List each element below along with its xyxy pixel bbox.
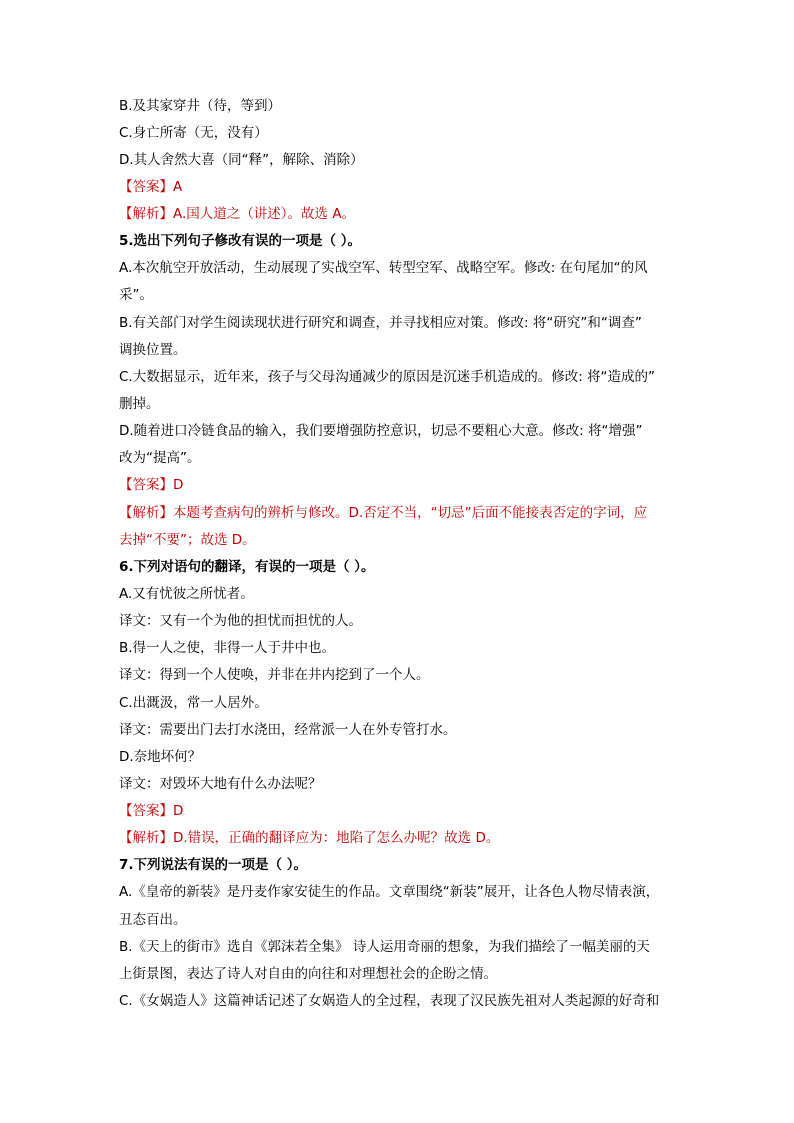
q6-option-a-translation: 译文：又有一个为他的担忧而担忧的人。: [119, 613, 362, 629]
q7-option-c-line1: C.《女娲造人》这篇神话记述了女娲造人的全过程，表现了汉民族先祖对人类起源的好奇和: [119, 993, 660, 1009]
q5-option-a-line2: 采”。: [119, 287, 153, 303]
q7-option-b-line2: 上街景图，表达了诗人对自由的向往和对理想社会的企盼之情。: [119, 966, 497, 982]
q6-analysis: [119, 828, 679, 848]
q6-option-b: B.得一人之使，非得一人于井中也。: [119, 640, 336, 656]
q5-option-b-line2: 调换位置。: [119, 342, 187, 358]
answer-tag: 【答案】: [119, 179, 173, 195]
q4-option-b: B.及其家穿井（待，等到）: [119, 98, 282, 114]
answer-value: D: [173, 477, 184, 493]
q6-option-c: C.出溉汲，常一人居外。: [119, 695, 268, 711]
analysis-text: D.错误，正确的翻译应为：地陷了怎么办呢？故选 D。: [173, 830, 500, 846]
q5-option-d-line1: D.随着进口冷链食品的输入，我们要增强防控意识，切忌不要粗心大意。修改: 将“增强”: [119, 423, 643, 439]
answer-tag: 【答案】: [119, 477, 173, 493]
q7-title: 7.下列说法有误的一项是（ ）。: [119, 857, 307, 873]
q4-option-d: D.其人舍然大喜（同“释”，解除、消除）: [119, 152, 364, 168]
q6-option-d-translation: 译文：对毁坏大地有什么办法呢？: [119, 776, 322, 792]
q5-option-a-line1: A.本次航空开放活动，生动展现了实战空军、转型空军、战略空军。修改: 在句尾加“的风: [119, 260, 648, 276]
q5-answer: [119, 475, 679, 495]
q6-option-b-translation: 译文：得到一个人使唤，并非在井内挖到了一个人。: [119, 667, 430, 683]
answer-tag: 【答案】: [119, 803, 173, 819]
q6-answer: [119, 801, 679, 821]
q7-option-b-line1: B.《天上的街市》选自《郭沫若全集》 诗人运用奇丽的想象，为我们描绘了一幅美丽的天: [119, 939, 650, 955]
q4-analysis: [119, 204, 679, 224]
q5-option-c-line1: C.大数据显示，近年来，孩子与父母沟通减少的原因是沉迷手机造成的。修改: 将“造成的”: [119, 369, 656, 385]
q5-option-c-line2: 删掉。: [119, 396, 160, 412]
q7-option-a-line2: 丑态百出。: [119, 912, 187, 928]
analysis-tag: 【解析】: [119, 505, 173, 521]
q6-option-a: A.又有忧彼之所忧者。: [119, 586, 254, 602]
q5-title: 5.选出下列句子修改有误的一项是（ ）。: [119, 233, 361, 249]
answer-value: D: [173, 803, 184, 819]
q6-option-c-translation: 译文：需要出门去打水浇田，经常派一人在外专管打水。: [119, 722, 457, 738]
q5-analysis-line2: 去掉“不要”；故选 D。: [119, 532, 256, 548]
q4-option-c: C.身亡所寄（无，没有）: [119, 125, 268, 141]
q5-option-d-line2: 改为“提高”。: [119, 450, 201, 466]
q5-analysis-line1: [119, 503, 679, 523]
analysis-tag: 【解析】: [119, 206, 173, 222]
analysis-text: A.国人道之（讲述）。故选 A。: [173, 206, 356, 222]
analysis-tag: 【解析】: [119, 830, 173, 846]
q6-option-d: D.奈地坏何？: [119, 749, 202, 765]
answer-value: A: [173, 179, 183, 195]
q5-option-b-line1: B.有关部门对学生阅读现状进行研究和调查，并寻找相应对策。修改: 将“研究”和“调查”: [119, 315, 642, 331]
q4-answer: [119, 177, 679, 197]
q7-option-a-line1: A.《皇帝的新装》是丹麦作家安徒生的作品。文章围绕“新装”展开，让各色人物尽情表演，: [119, 884, 660, 900]
analysis-text: 本题考查病句的辨析与修改。D.否定不当，“切忌”后面不能接表否定的字词，应: [173, 505, 648, 521]
q6-title: 6.下列对语句的翻译，有误的一项是（ ）。: [119, 559, 375, 575]
